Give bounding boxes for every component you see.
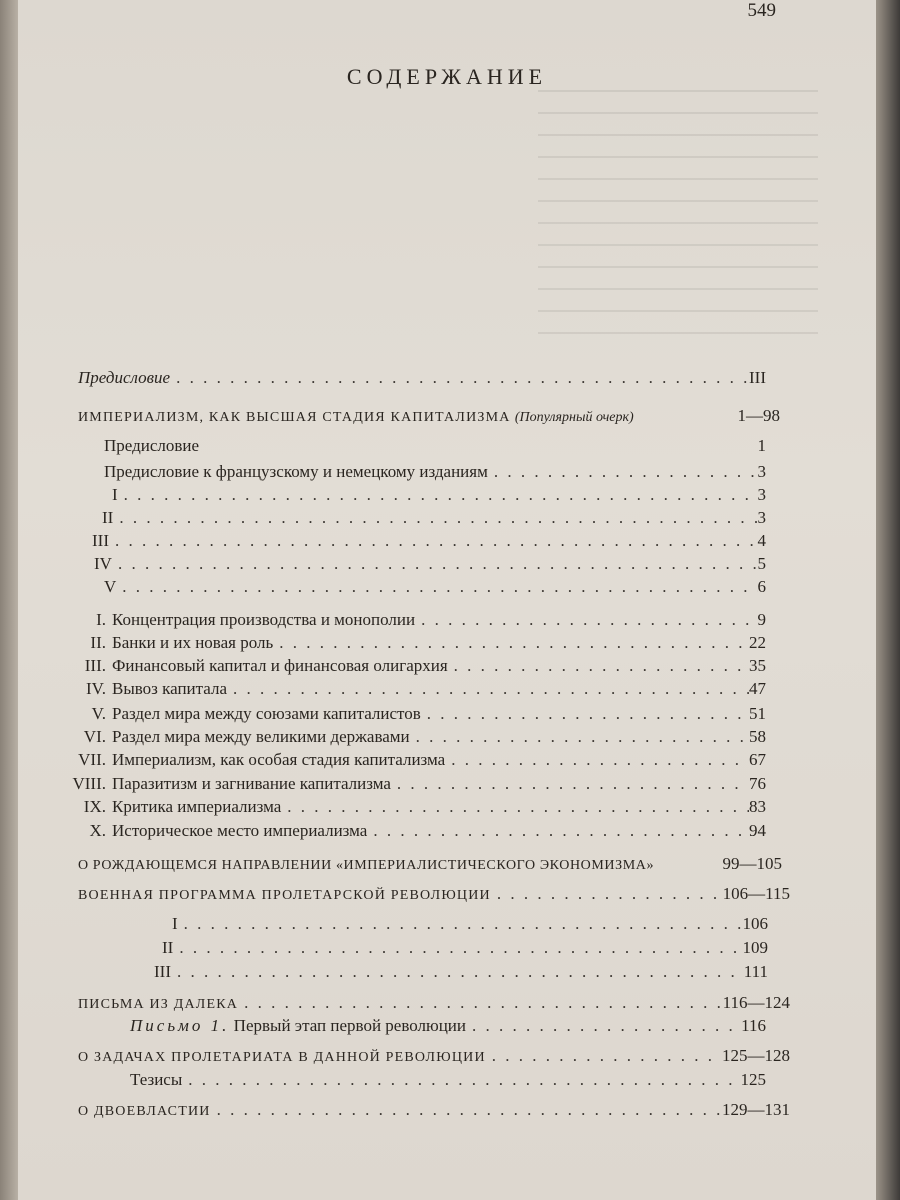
toc-entry-imperialism [78, 406, 780, 426]
leader-dots [113, 508, 757, 528]
leader-dots [171, 962, 744, 982]
leader-dots [178, 914, 743, 934]
entry-label [18, 821, 367, 841]
entry-label [18, 679, 227, 699]
letter-heading: Письмо 1. [130, 1016, 230, 1035]
entry-label: О ДВОЕВЛАСТИИ [78, 1104, 211, 1119]
toc-chapter-9 [18, 797, 766, 817]
chapter-number: V. [91, 704, 106, 723]
leader-dots [118, 485, 758, 505]
entry-page: 47 [749, 679, 766, 698]
chapter-title: Раздел мира между великими державами [112, 727, 410, 746]
toc-chapter-8 [18, 774, 766, 794]
toc-entry-military [78, 884, 790, 904]
entry-page: 94 [749, 821, 766, 840]
entry-page: 1 [757, 436, 766, 455]
entry-page: 3 [757, 462, 766, 481]
entry-label: О РОЖДАЮЩЕМСЯ НАПРАВЛЕНИИ «ИМПЕРИАЛИСТИЧЕСКОГО ЭКОНОМИЗМА» [78, 858, 655, 873]
entry-page: 83 [749, 797, 766, 816]
toc-chapter-5 [18, 704, 766, 724]
entry-label [18, 750, 445, 770]
leader-dots [227, 679, 749, 699]
letter-title: Первый этап первой революции [233, 1016, 467, 1035]
book-edge-right [876, 0, 900, 1200]
leader-dots [448, 656, 749, 676]
chapter-title: Критика империализма [112, 797, 282, 816]
chapter-number: IX. [83, 797, 106, 816]
leader-dots [116, 577, 757, 597]
toc-entry-preface [78, 368, 766, 388]
entry-label: ПИСЬМА ИЗ ДАЛЕКА [78, 997, 239, 1012]
leader-dots [109, 531, 758, 551]
leader-dots [421, 704, 749, 724]
toc-entry-dual-power [78, 1100, 790, 1120]
toc-entry-part-iii [92, 531, 766, 551]
entry-page: III [749, 368, 766, 387]
chapter-title: Банки и их новая роль [112, 633, 274, 652]
toc-chapter-4 [18, 679, 766, 699]
page-gutter-left [0, 0, 18, 1200]
leader-dots [488, 462, 758, 482]
leader-dots [173, 938, 742, 958]
toc-entry-part-iv [94, 554, 766, 574]
entry-label: III [154, 962, 171, 981]
entry-label: Тезисы [130, 1070, 183, 1089]
entry-page: 51 [749, 704, 766, 723]
toc-chapter-7 [18, 750, 766, 770]
entry-page: 9 [757, 610, 766, 629]
chapter-title: Финансовый капитал и финансовая олигархия [112, 656, 448, 675]
chapter-title: Концентрация производства и монополии [112, 610, 416, 629]
entry-label: Предисловие [104, 436, 200, 455]
toc-entry-military-ii [162, 938, 768, 958]
entry-page: 76 [749, 774, 766, 793]
toc-entry-military-i [172, 914, 768, 934]
leader-dots [391, 774, 749, 794]
leader-dots [112, 554, 758, 574]
page-number: 549 [747, 0, 776, 21]
entry-page: 129—131 [722, 1100, 790, 1119]
entry-title: ИМПЕРИАЛИЗМ, КАК ВЫСШАЯ СТАДИЯ КАПИТАЛИЗМА [78, 410, 511, 425]
chapter-number: IV. [86, 679, 106, 698]
entry-label: I [112, 485, 118, 504]
entry-label [18, 610, 415, 630]
entry-label [18, 797, 281, 817]
leader-dots [367, 821, 749, 841]
chapter-number: III. [84, 656, 106, 675]
leader-dots [273, 633, 749, 653]
leader-dots [211, 1100, 722, 1120]
chapter-number: VII. [78, 750, 106, 769]
entry-page: 111 [743, 962, 768, 981]
chapter-title: Вывоз капитала [112, 679, 228, 698]
entry-page: 109 [742, 938, 768, 957]
leader-dots [491, 884, 723, 904]
toc-entry-tasks [78, 1046, 790, 1066]
entry-page: 3 [757, 508, 766, 527]
toc-entry-part-ii [102, 508, 766, 528]
chapter-title: Империализм, как особая стадия капитализма [112, 750, 446, 769]
entry-label [18, 774, 391, 794]
chapter-title: Раздел мира между союзами капиталистов [112, 704, 421, 723]
chapter-number: II. [90, 633, 106, 652]
entry-label: IV [94, 554, 112, 573]
entry-label [130, 1016, 466, 1036]
leader-dots [445, 750, 749, 770]
entry-page: 125 [740, 1070, 766, 1089]
leader-dots [281, 797, 749, 817]
entry-page: 6 [757, 577, 766, 596]
entry-subtitle: (Популярный очерк) [514, 410, 634, 425]
entry-label [18, 727, 410, 747]
toc-chapter-1 [18, 610, 766, 630]
entry-label: О ЗАДАЧАХ ПРОЛЕТАРИАТА В ДАННОЙ РЕВОЛЮЦИИ [78, 1050, 486, 1065]
entry-label: II [102, 508, 114, 527]
entry-page: 5 [757, 554, 766, 573]
leader-dots [182, 1070, 740, 1090]
entry-label: I [172, 914, 178, 933]
toc-entry-imp-preface-fr [104, 462, 766, 482]
entry-label [78, 406, 634, 426]
toc-entry-letter-1 [130, 1016, 766, 1036]
leader-dots [415, 610, 757, 630]
entry-page: 3 [757, 485, 766, 504]
toc-entry-part-v [104, 577, 766, 597]
entry-page: 1—98 [737, 406, 780, 425]
entry-label [18, 633, 273, 653]
entry-page: 67 [749, 750, 766, 769]
chapter-number: VI. [83, 727, 106, 746]
chapter-number: I. [96, 610, 106, 629]
entry-label [18, 704, 421, 724]
toc-entry-economism [78, 854, 782, 874]
toc-chapter-3 [18, 656, 766, 676]
entry-label [18, 656, 448, 676]
entry-page: 35 [749, 656, 766, 675]
page-title: СОДЕРЖАНИЕ [346, 64, 548, 89]
leader-dots [170, 368, 749, 388]
toc-entry-part-i [112, 485, 766, 505]
entry-label: III [92, 531, 109, 550]
entry-page: 116—124 [722, 993, 790, 1012]
entry-page: 106—115 [722, 884, 790, 903]
entry-page: 106 [742, 914, 768, 933]
toc-entry-imp-preface [104, 436, 766, 456]
entry-label: ВОЕННАЯ ПРОГРАММА ПРОЛЕТАРСКОЙ РЕВОЛЮЦИИ [78, 888, 491, 903]
table-of-contents [18, 0, 876, 1200]
leader-dots [486, 1046, 722, 1066]
entry-label: Предисловие к французскому и немецкому изданиям [104, 462, 488, 481]
chapter-title: Паразитизм и загнивание капитализма [112, 774, 391, 793]
entry-label: II [162, 938, 174, 957]
entry-page: 4 [757, 531, 766, 550]
leader-dots [466, 1016, 741, 1036]
chapter-number: VIII. [72, 774, 106, 793]
entry-label: V [104, 577, 117, 596]
chapter-title: Историческое место империализма [112, 821, 368, 840]
toc-chapter-2 [18, 633, 766, 653]
toc-entry-military-iii [154, 962, 768, 982]
toc-chapter-10 [18, 821, 766, 841]
chapter-number: X. [89, 821, 106, 840]
leader-dots [410, 727, 749, 747]
entry-page: 116 [741, 1016, 766, 1035]
book-page [18, 0, 876, 1200]
toc-entry-theses [130, 1070, 766, 1090]
toc-entry-letters [78, 993, 790, 1013]
toc-chapter-6 [18, 727, 766, 747]
entry-page: 58 [749, 727, 766, 746]
entry-label: Предисловие [78, 368, 171, 387]
leader-dots [238, 993, 723, 1013]
entry-page: 99—105 [722, 854, 782, 873]
entry-page: 125—128 [722, 1046, 790, 1065]
entry-page: 22 [749, 633, 766, 652]
